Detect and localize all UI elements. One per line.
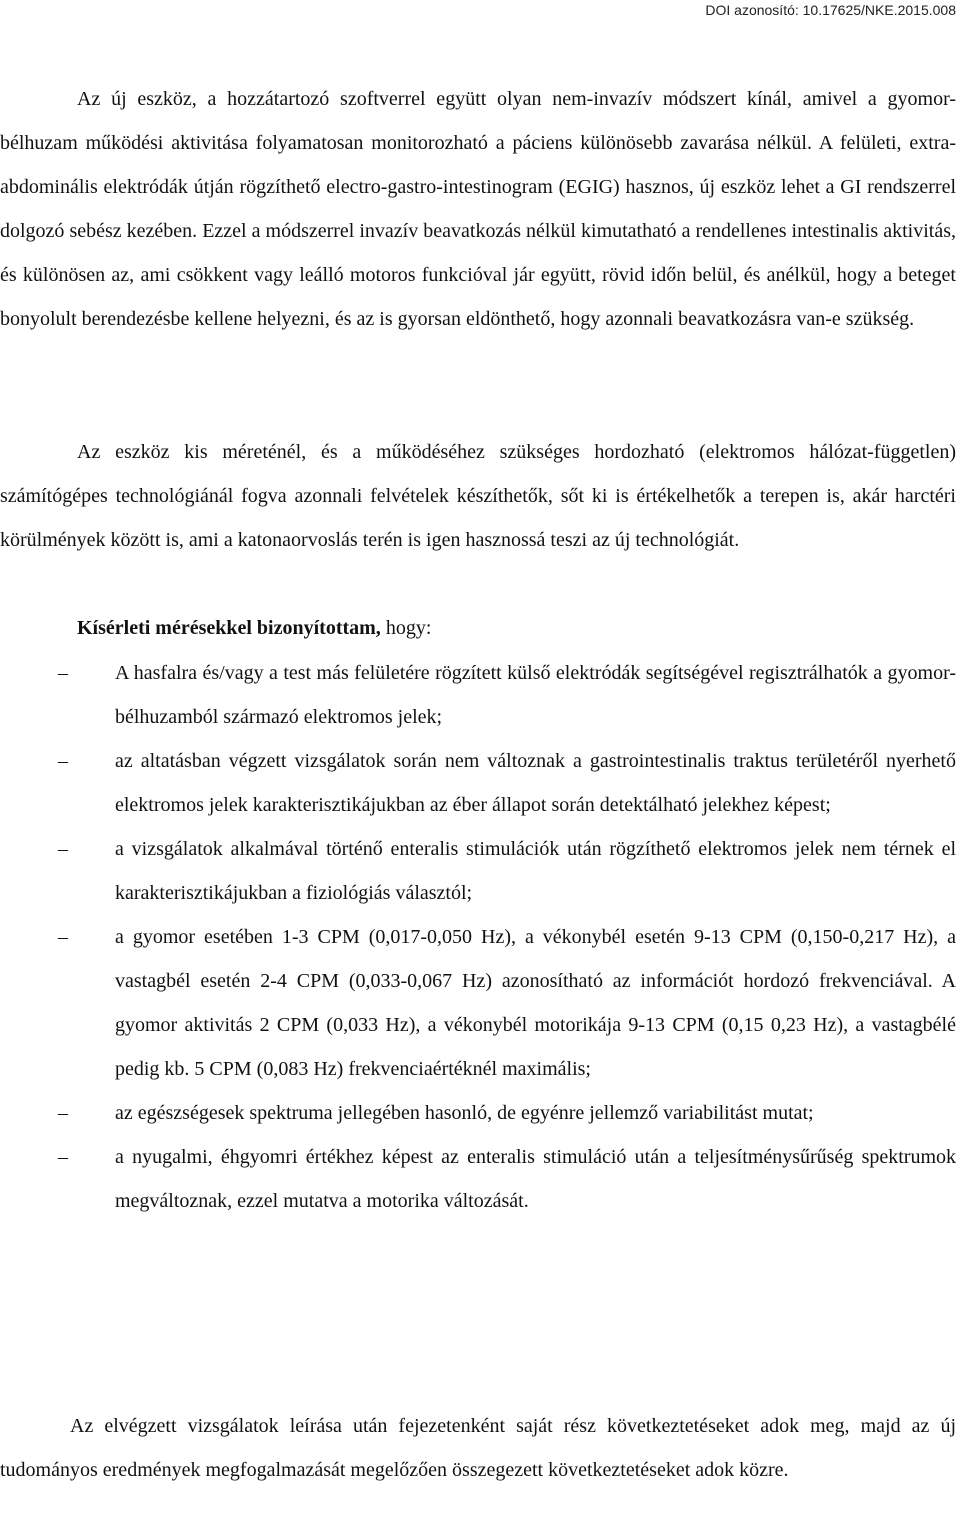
list-item-text: a nyugalmi, éhgyomri értékhez képest az enteralis stimuláció után a teljesítménysűrűség spektrumok megváltoznak, ezzel mutatva a motorika változását. xyxy=(115,1146,956,1212)
findings-heading-rest: hogy: xyxy=(380,617,432,639)
doi-label: DOI azonosító: 10.17625/NKE.2015.008 xyxy=(705,2,956,18)
dash-bullet: – xyxy=(58,838,68,860)
list-item-text: a vizsgálatok alkalmával történő enteralis stimulációk után rögzíthető elektromos jelek nem térnek el karakterisztikájukban a fiziológiás választól; xyxy=(115,838,956,904)
dash-bullet: – xyxy=(58,926,68,948)
dash-bullet: – xyxy=(58,1146,68,1168)
list-item xyxy=(0,915,956,1091)
list-item xyxy=(0,1135,956,1223)
list-item-text: A hasfalra és/vagy a test más felületére rögzített külső elektródák segítségével regisztrálhatók a gyomor-bélhuzamból származó elektromos jelek; xyxy=(115,662,956,728)
list-item xyxy=(0,1091,956,1135)
list-item-text: az altatásban végzett vizsgálatok során nem változnak a gastrointestinalis traktus területéről nyerhető elektromos jelek karakterisztikájukban az éber állapot során detektálható jelekhez képest; xyxy=(115,750,956,816)
findings-heading xyxy=(77,606,431,650)
list-item-text: az egészségesek spektruma jellegében hasonló, de egyénre jellemző variabilitást mutat; xyxy=(115,1102,814,1124)
dash-bullet: – xyxy=(58,662,68,684)
dash-bullet: – xyxy=(58,750,68,772)
list-item-text: a gyomor esetében 1-3 CPM (0,017-0,050 Hz), a vékonybél esetén 9-13 CPM (0,150-0,217 Hz), a vastagbél esetén 2-4 CPM (0,033-0,067 Hz) azonosítható az információt hordozó frekvenciával. A gyomor aktivitás 2 CPM (0,033 Hz), a vékonybél motorikája 9-13 CPM (0,15 0,23 Hz), a vastagbélé pedig kb. 5 CPM (0,083 Hz) frekvenciaértéknél maximális; xyxy=(115,926,956,1080)
findings-list xyxy=(0,651,956,1223)
dash-bullet: – xyxy=(58,1102,68,1124)
paragraph-closing: Az elvégzett vizsgálatok leírása után fejezetenként saját rész következtetéseket adok meg, majd az új tudományos eredmények megfogalmazását megelőzően összegezett következtetéseket adok közre. xyxy=(0,1415,956,1481)
list-item xyxy=(0,651,956,739)
findings-heading-bold: Kísérleti mérésekkel bizonyítottam, xyxy=(77,617,381,639)
paragraph-intro: Az új eszköz, a hozzátartozó szoftverrel együtt olyan nem-invazív módszert kínál, amivel a gyomor-bélhuzam működési aktivitása folyamatosan monitorozható a páciens különösebb zavarása nélkül. A felületi, extra-abdominális elektródák útján rögzíthető electro-gastro-intestinogram (EGIG) hasznos, új eszköz lehet a GI rendszerrel dolgozó sebész kezében. Ezzel a módszerrel invazív beavatkozás nélkül kimutatható a rendellenes intestinalis aktivitás, és különösen az, ami csökkent vagy leálló motoros funkcióval jár együtt, rövid időn belül, és anélkül, hogy a beteget bonyolult berendezésbe kellene helyezni, és az is gyorsan eldönthető, hogy azonnali beavatkozásra van-e szükség. xyxy=(0,88,956,330)
paragraph-device: Az eszköz kis méreténél, és a működéséhez szükséges hordozható (elektromos hálózat-független) számítógépes technológiánál fogva azonnali felvételek készíthetők, sőt ki is értékelhetők a terepen is, akár harctéri körülmények között is, ami a katonaorvoslás terén is igen hasznossá teszi az új technológiát. xyxy=(0,441,956,551)
list-item xyxy=(0,739,956,827)
list-item xyxy=(0,827,956,915)
